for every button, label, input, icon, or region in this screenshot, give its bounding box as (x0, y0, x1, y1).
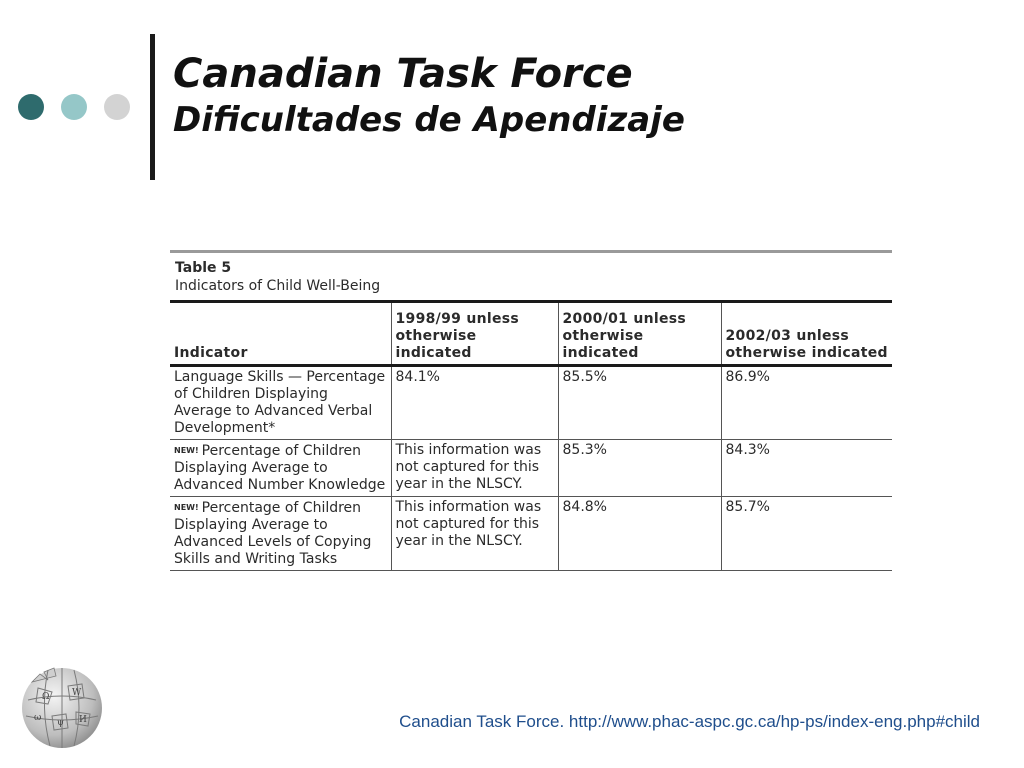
indicator-text: Percentage of Children Displaying Average to Advanced Levels of Copying Skills and Writing Tasks (174, 500, 372, 567)
table-caption-title: Indicators of Child Well-Being (175, 277, 381, 294)
table-image (170, 250, 892, 568)
value-cell-2002: 84.3% (721, 440, 892, 497)
header-2000: 2000/01 unless otherwise indicated (558, 302, 721, 366)
title-divider (150, 34, 155, 180)
header-2002: 2002/03 unless otherwise indicated (721, 302, 892, 366)
value-cell-2000: 84.8% (558, 497, 721, 571)
new-badge: NEW! (174, 446, 199, 455)
svg-text:Ω: Ω (42, 692, 50, 702)
table-header-row (170, 302, 892, 366)
indicators-table (170, 300, 892, 571)
table-row (170, 366, 892, 440)
header-indicator: Indicator (170, 302, 391, 366)
indicator-text: Language Skills — Percentage of Children Displaying Average to Advanced Verbal Development* (174, 369, 386, 436)
accent-dot-teal (61, 94, 87, 120)
value-cell-2000: 85.3% (558, 440, 721, 497)
new-badge: NEW! (174, 503, 199, 512)
indicator-cell (170, 497, 391, 571)
title-line-1: Canadian Task Force (173, 51, 633, 97)
accent-dot-dark (18, 94, 44, 120)
svg-text:ψ: ψ (57, 718, 65, 728)
source-citation[interactable]: Canadian Task Force. http://www.phac-aspc.gc.ca/hp-ps/index-eng.php#child (399, 712, 980, 731)
svg-text:И: И (79, 715, 87, 725)
table-row (170, 440, 892, 497)
value-cell-1998: This information was not captured for this year in the NLSCY. (391, 440, 558, 497)
value-cell-2002: 85.7% (721, 497, 892, 571)
wikipedia-globe-icon (18, 662, 106, 750)
value-cell-2002: 86.9% (721, 366, 892, 440)
indicator-cell (170, 440, 391, 497)
svg-text:ω: ω (34, 713, 42, 723)
slide-title (173, 50, 685, 141)
accent-dot-gray (104, 94, 130, 120)
svg-text:W: W (72, 688, 82, 698)
indicator-cell (170, 366, 391, 440)
value-cell-1998: This information was not captured for this year in the NLSCY. (391, 497, 558, 571)
table-row (170, 497, 892, 571)
value-cell-2000: 85.5% (558, 366, 721, 440)
table-caption (170, 253, 892, 300)
title-line-2: Dificultades de Apendizaje (173, 100, 685, 140)
header-1998: 1998/99 unless otherwise indicated (391, 302, 558, 366)
value-cell-1998: 84.1% (391, 366, 558, 440)
indicator-text: Percentage of Children Displaying Average to Advanced Number Knowledge (174, 443, 386, 493)
table-caption-number: Table 5 (175, 260, 232, 276)
